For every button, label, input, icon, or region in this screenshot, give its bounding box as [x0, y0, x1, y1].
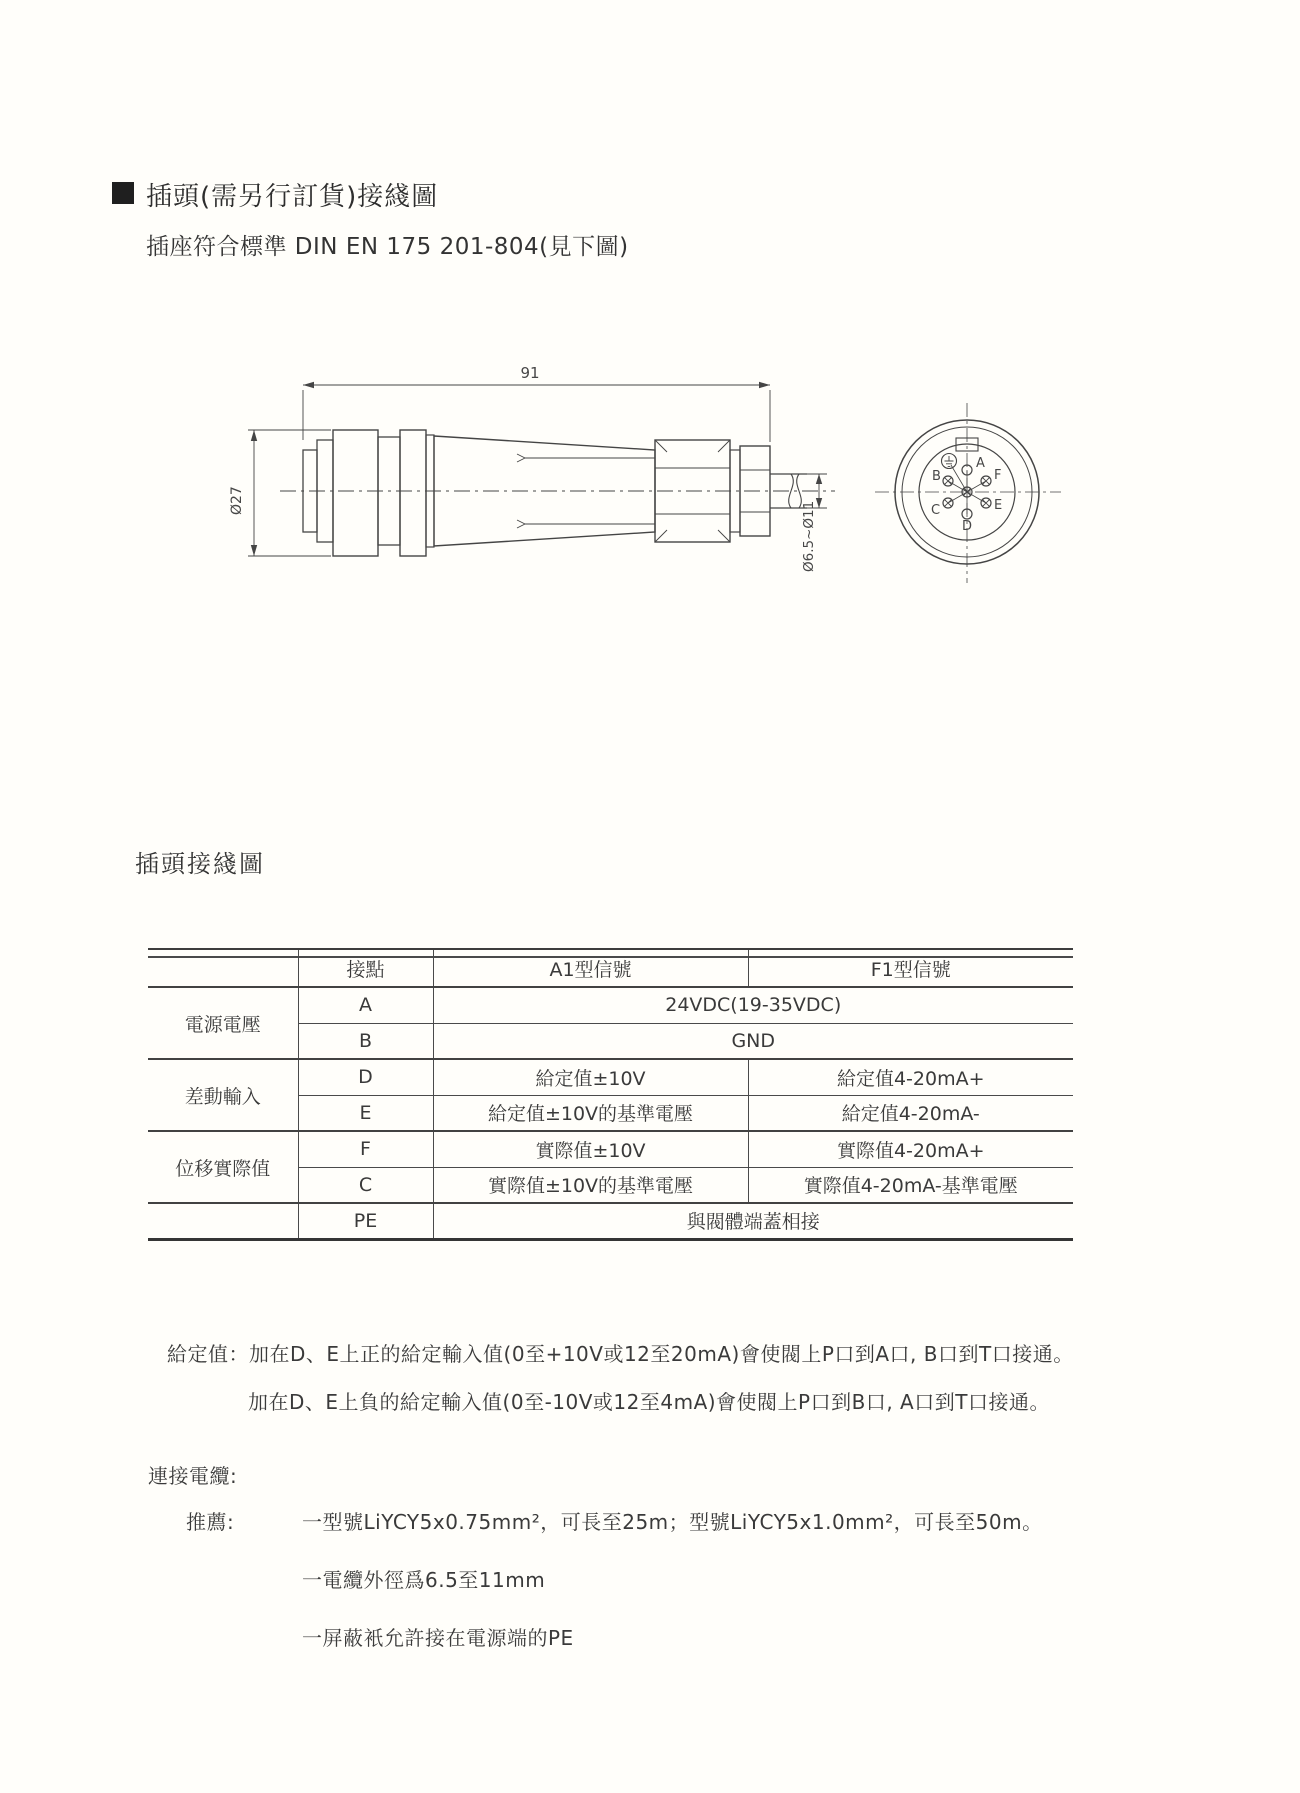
table-row [148, 1203, 1073, 1239]
pin-label-a: A [976, 456, 985, 471]
dim-outer-diameter-label: Ø27 [229, 486, 245, 515]
signal-cell: 與閥體端蓋相接 [433, 1203, 1073, 1239]
page-title: 插頭(需另行訂貨)接綫圖 [146, 182, 439, 212]
cable-section-heading: 連接電纜: [148, 1464, 238, 1488]
col-header-pin: 接點 [298, 949, 433, 987]
section-bullet-square [112, 182, 134, 204]
pin-b [943, 476, 953, 486]
cable-item: 一型號LiYCY5x0.75mm²，可長至25m；型號LiYCY5x1.0mm²，可長至50m。 [302, 1510, 1043, 1534]
pin-cell: F [298, 1131, 433, 1167]
knurled-ring-1 [333, 430, 378, 556]
pin-label-b: B [932, 469, 941, 484]
pin-cell: D [298, 1059, 433, 1095]
pin-cell: A [298, 987, 433, 1023]
a1-signal-cell: 給定值±10V的基準電壓 [433, 1095, 748, 1131]
table-row [148, 1059, 1073, 1095]
connector-side-view [303, 430, 807, 556]
connector-technical-drawing [185, 300, 1075, 585]
pin-c [943, 498, 953, 508]
pin-cell: B [298, 1023, 433, 1059]
a1-signal-cell: 實際值±10V的基準電壓 [433, 1167, 748, 1203]
pin-f [981, 476, 991, 486]
row-group-label [148, 1203, 298, 1239]
table-row [148, 1131, 1073, 1167]
recommend-label: 推薦: [186, 1510, 235, 1534]
pin-e [981, 498, 991, 508]
cable-item: 一屏蔽衹允許接在電源端的PE [302, 1626, 574, 1650]
table-header-row [148, 949, 1073, 987]
knurled-ring-2 [400, 430, 426, 556]
a1-signal-cell: 給定值±10V [433, 1059, 748, 1095]
dim-cable-diameter-label: Ø6.5~Ø11 [801, 500, 817, 572]
setpoint-note-line-1: 給定值：加在D、E上正的給定輸入值(0至+10V或12至20mA)會使閥上P口到A口, B口到T口接通。 [167, 1342, 1074, 1366]
table-row [148, 987, 1073, 1023]
dimension-cable-diameter [801, 474, 827, 572]
f1-signal-cell: 實際值4-20mA-基準電壓 [748, 1167, 1073, 1203]
pin-cell: E [298, 1095, 433, 1131]
row-group-label: 電源電壓 [148, 987, 298, 1059]
col-header-a1: A1型信號 [433, 949, 748, 987]
section-heading: 插頭接綫圖 [135, 850, 265, 878]
pin-label-d: D [962, 519, 973, 534]
pin-cell: C [298, 1167, 433, 1203]
f1-signal-cell: 實際值4-20mA+ [748, 1131, 1073, 1167]
pin-signal-table [148, 948, 1073, 1241]
row-group-label: 差動輸入 [148, 1059, 298, 1131]
f1-signal-cell: 給定值4-20mA+ [748, 1059, 1073, 1095]
ground-pin [942, 454, 957, 469]
dim-length-label: 91 [520, 364, 540, 382]
signal-cell: GND [433, 1023, 1073, 1059]
col-header-f1: F1型信號 [748, 949, 1073, 987]
pin-cell: PE [298, 1203, 433, 1239]
pin-label-f: F [994, 468, 1002, 483]
dimension-outer-diameter [229, 430, 331, 556]
signal-cell: 24VDC(19-35VDC) [433, 987, 1073, 1023]
setpoint-note-line-2: 加在D、E上負的給定輸入值(0至-10V或12至4mA)會使閥上P口到B口, A口到T口接通。 [248, 1390, 1050, 1414]
pin-label-e: E [994, 498, 1003, 513]
cable-item: 一電纜外徑爲6.5至11mm [302, 1568, 546, 1592]
f1-signal-cell: 給定值4-20mA- [748, 1095, 1073, 1131]
a1-signal-cell: 實際值±10V [433, 1131, 748, 1167]
table-top-inner-rule [148, 956, 1073, 958]
page-subtitle: 插座符合標準 DIN EN 175 201-804(見下圖) [146, 234, 629, 260]
pin-label-c: C [931, 503, 941, 518]
row-group-label: 位移實際值 [148, 1131, 298, 1203]
connector-pin-view [875, 403, 1061, 583]
